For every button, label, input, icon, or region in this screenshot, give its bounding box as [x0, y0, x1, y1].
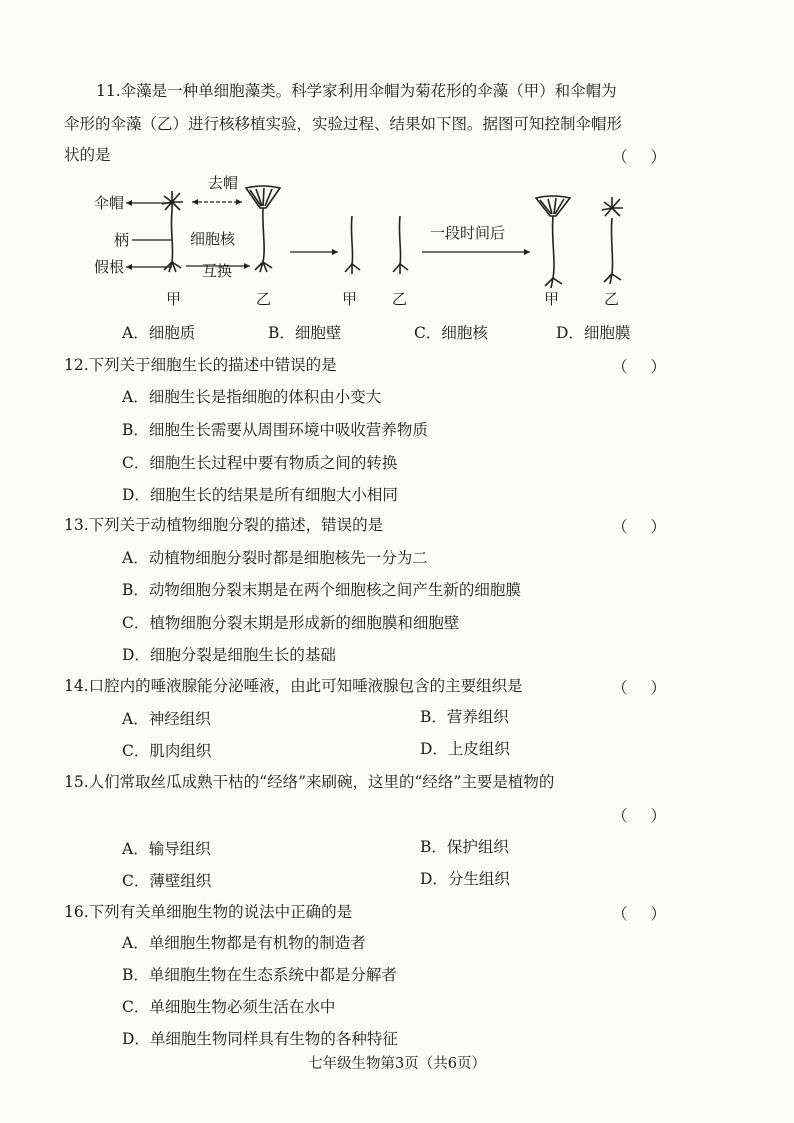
q13-option-c[interactable]: C．植物细胞分裂末期是形成新的细胞膜和细胞壁: [122, 614, 460, 632]
label-remove-cap: 去帽: [208, 174, 239, 192]
name-2: 乙: [256, 290, 272, 308]
q13-option-a[interactable]: A．动植物细胞分裂时都是细胞核先一分为二: [122, 549, 428, 567]
q11-answer-bracket[interactable]: （ ）: [612, 148, 666, 166]
q13-option-d[interactable]: D．细胞分裂是细胞生长的基础: [122, 646, 336, 664]
label-stalk: 柄: [114, 231, 130, 249]
q15-stem: 15.人们常取丝瓜成熟干枯的“经络”来刷碗，这里的“经络”主要是植物的: [64, 773, 555, 791]
label-rhizoid: 假根: [94, 258, 125, 276]
label-swap: 互换: [202, 262, 233, 280]
q12-option-b[interactable]: B．细胞生长需要从周围环境中吸收营养物质: [122, 421, 428, 439]
q13-stem: 13.下列关于动植物细胞分裂的描述，错误的是: [64, 516, 384, 534]
q16-option-b[interactable]: B．单细胞生物在生态系统中都是分解者: [122, 966, 397, 984]
name-6: 乙: [604, 290, 620, 308]
q15-option-b[interactable]: B．保护组织: [420, 838, 509, 856]
q15-option-d[interactable]: D．分生组织: [420, 870, 510, 888]
name-5: 甲: [544, 290, 560, 308]
q11-stem-line-2: 伞形的伞藻（乙）进行核移植实验，实验过程、结果如下图。据图可知控制伞帽形: [64, 115, 623, 133]
q11-option-a[interactable]: A．细胞质: [122, 324, 196, 342]
q13-option-b[interactable]: B．动物细胞分裂末期是在两个细胞核之间产生新的细胞膜: [122, 581, 521, 599]
q11-option-b[interactable]: B．细胞壁: [268, 324, 342, 342]
q12-option-a[interactable]: A．细胞生长是指细胞的体积由小变大: [122, 388, 382, 406]
label-cap: 伞帽: [94, 194, 125, 212]
q11-option-c[interactable]: C．细胞核: [414, 324, 488, 342]
q15-option-a[interactable]: A．输导组织: [122, 840, 211, 858]
q11-stem-line-1: 11.伞藻是一种单细胞藻类。科学家利用伞帽为菊花形的伞藻（甲）和伞帽为: [96, 82, 617, 100]
q12-stem: 12.下列关于细胞生长的描述中错误的是: [64, 356, 337, 374]
q16-answer-bracket[interactable]: （ ）: [612, 905, 666, 923]
q15-answer-bracket[interactable]: （ ）: [612, 807, 666, 825]
q14-option-a[interactable]: A．神经组织: [122, 710, 211, 728]
label-nucleus: 细胞核: [190, 230, 236, 248]
plant-jia-capless: [345, 216, 360, 274]
q16-option-a[interactable]: A．单细胞生物都是有机物的制造者: [122, 934, 366, 952]
page-footer: 七年级生物第3页（共6页）: [308, 1056, 486, 1072]
plant-yi-capless: [393, 216, 408, 274]
q15-option-c[interactable]: C．薄壁组织: [122, 872, 212, 890]
q14-option-c[interactable]: C．肌肉组织: [122, 742, 212, 760]
q16-stem: 16.下列有关单细胞生物的说法中正确的是: [64, 903, 353, 921]
q16-option-c[interactable]: C．单细胞生物必须生活在水中: [122, 998, 336, 1016]
plant-jia-flower-cap: [162, 191, 183, 272]
q14-stem: 14.口腔内的唾液腺能分泌唾液，由此可知唾液腺包含的主要组织是: [64, 677, 523, 695]
name-4: 乙: [392, 290, 408, 308]
name-3: 甲: [342, 290, 358, 308]
q13-answer-bracket[interactable]: （ ）: [612, 518, 666, 536]
q14-option-b[interactable]: B．营养组织: [420, 708, 509, 726]
q11-stem-line-3: 状的是: [64, 146, 111, 164]
q12-answer-bracket[interactable]: （ ）: [612, 358, 666, 376]
plant-jia-result-umbrella: [536, 196, 570, 288]
plant-yi-umbrella-cap: [246, 186, 280, 272]
q14-option-d[interactable]: D．上皮组织: [420, 740, 510, 758]
acetabularia-nuclear-transplant-diagram: [60, 168, 680, 316]
label-after-time: 一段时间后: [430, 224, 506, 242]
plant-yi-result-flower: [602, 197, 623, 284]
q12-option-c[interactable]: C．细胞生长过程中要有物质之间的转换: [122, 454, 398, 472]
q11-option-d[interactable]: D．细胞膜: [556, 324, 631, 342]
q16-option-d[interactable]: D．单细胞生物同样具有生物的各种特征: [122, 1030, 398, 1048]
name-1: 甲: [166, 290, 182, 308]
q14-answer-bracket[interactable]: （ ）: [612, 679, 666, 697]
q12-option-d[interactable]: D．细胞生长的结果是所有细胞大小相同: [122, 486, 398, 504]
